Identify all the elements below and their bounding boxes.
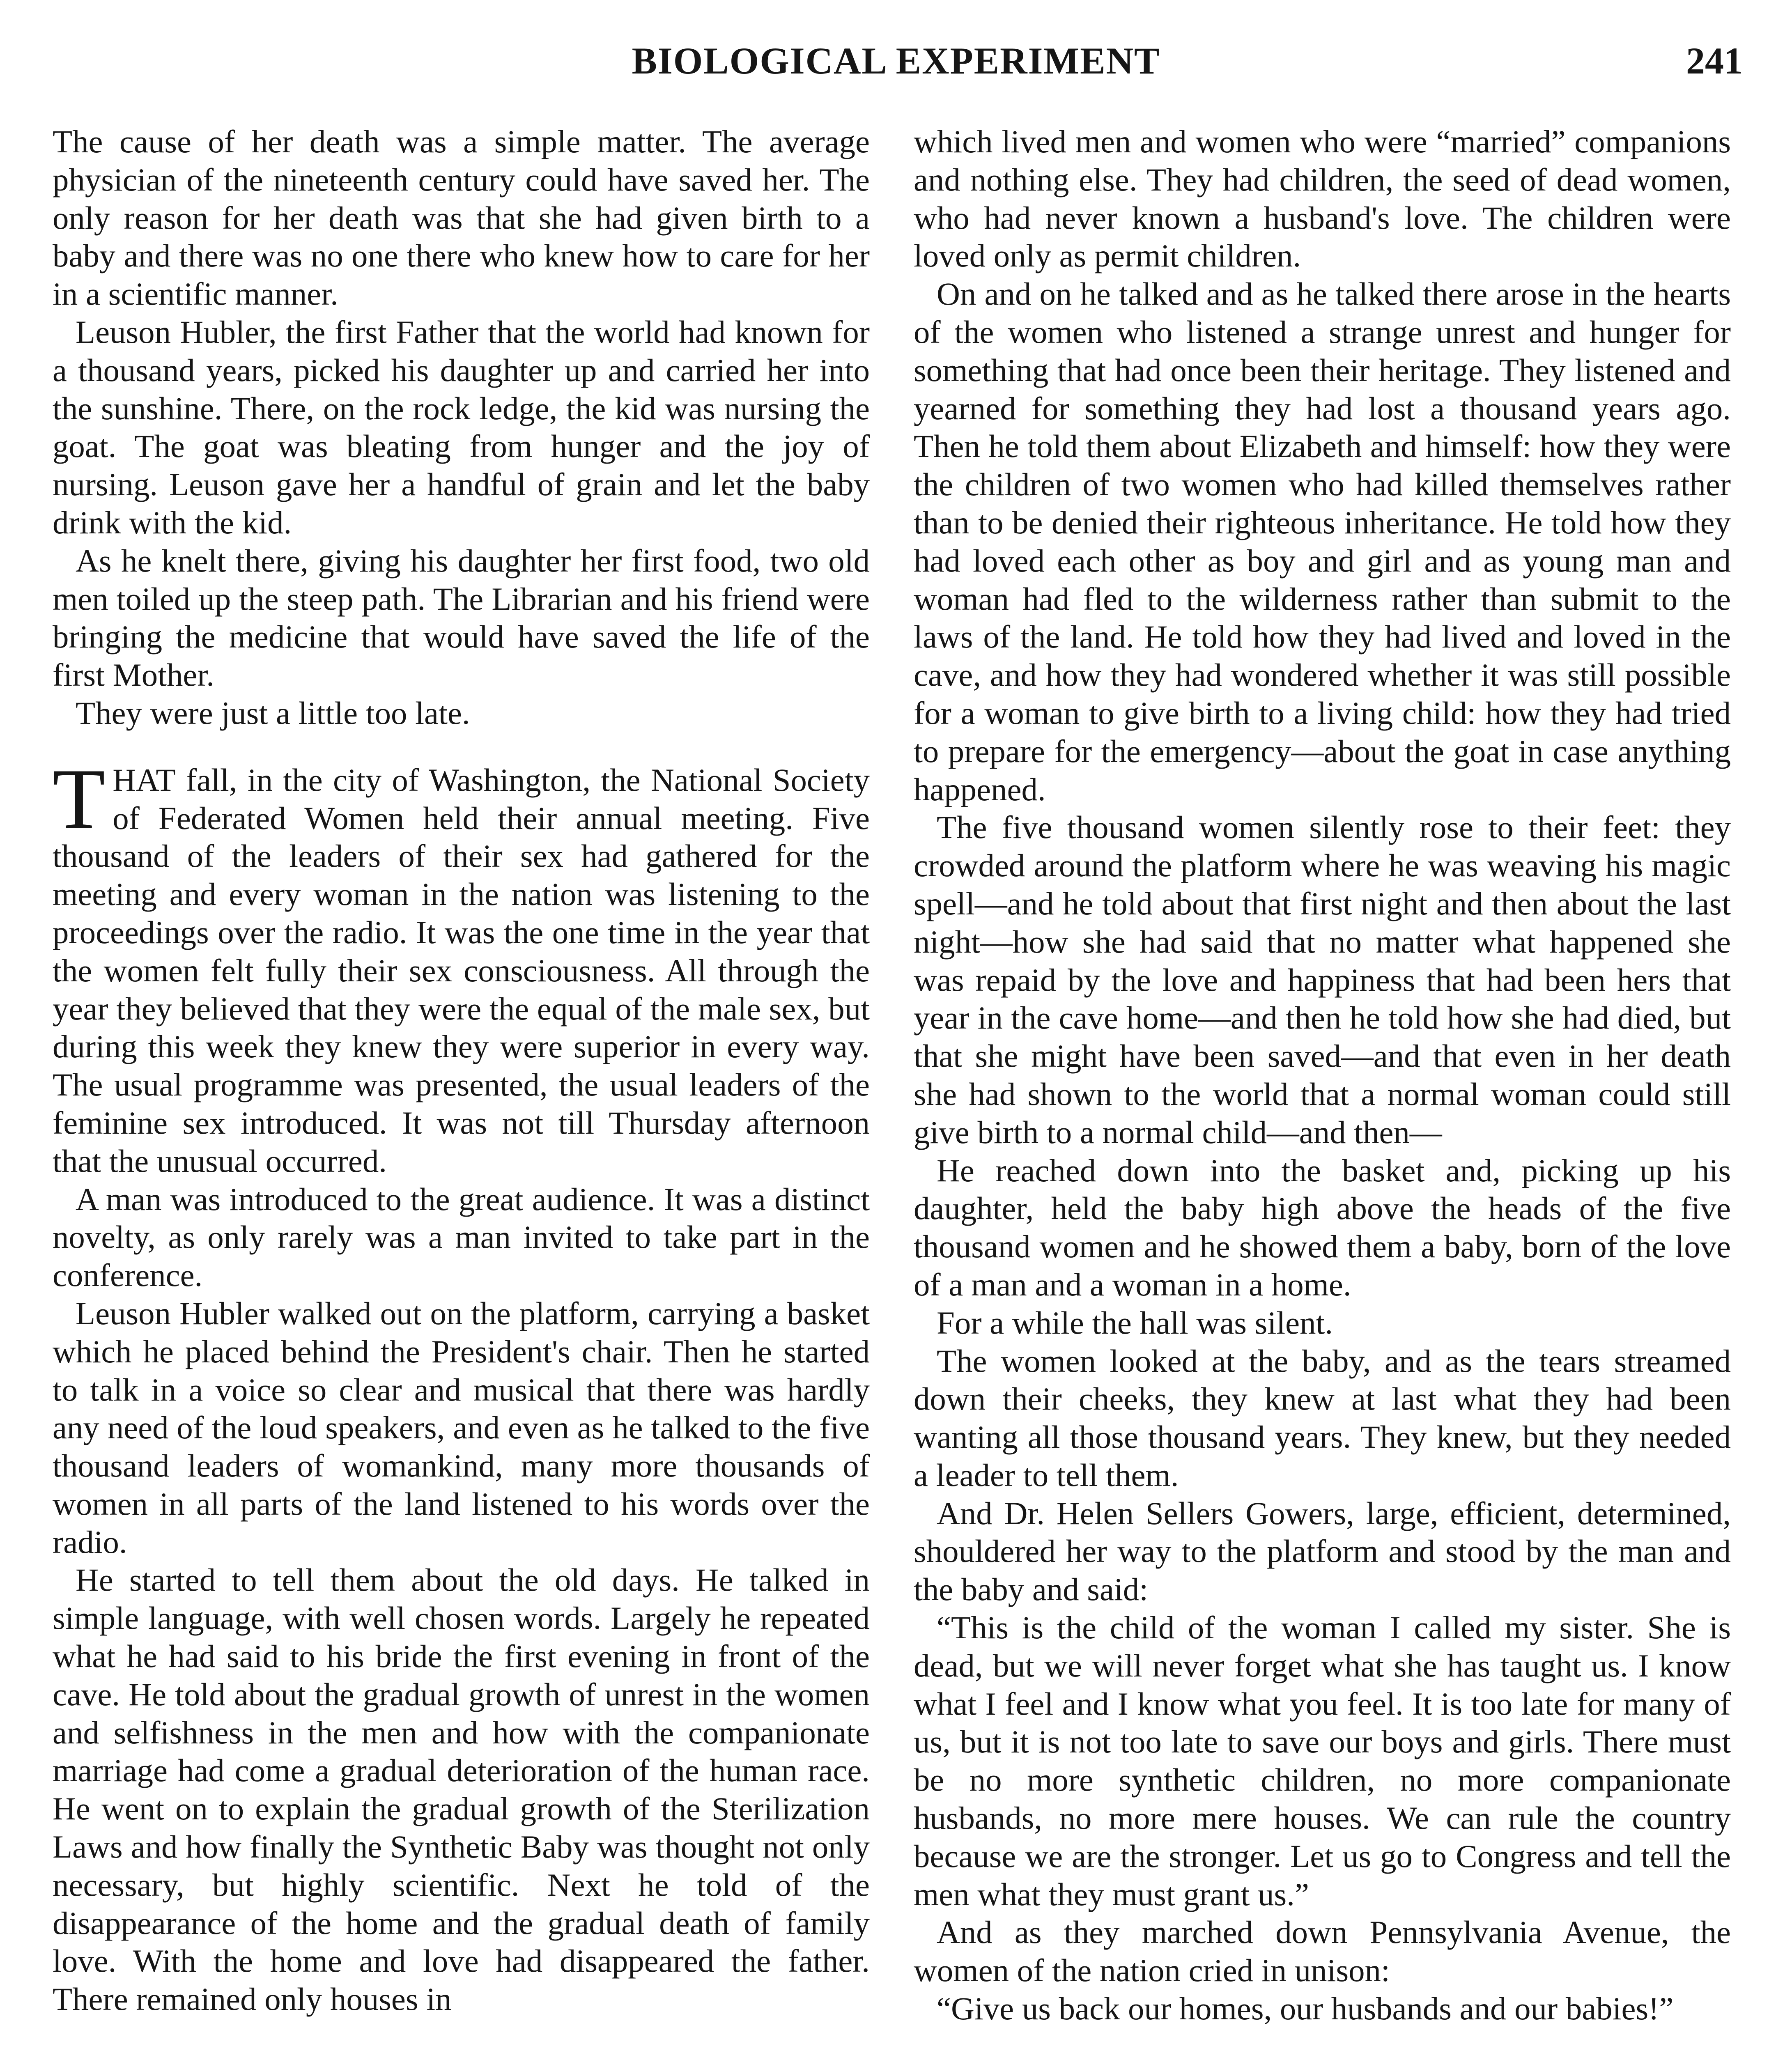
paragraph: And as they marched down Pennsylvania Avenue, the women of the nation cried in unison: [914, 1915, 1731, 1989]
paragraph: A man was introduced to the great audience. It was a distinct novelty, as only rarely was a man invited to take part in the conference. [53, 1181, 870, 1294]
left-column [53, 123, 870, 2019]
paragraph: The cause of her death was a simple matter. The average physician of the nineteenth century could have saved her. The only reason for her death was that she had given birth to a baby and there was no one there who knew how to care for her in a scientific manner. [53, 124, 870, 312]
lead-in: HAT [113, 762, 176, 798]
drop-cap: T [53, 751, 106, 847]
right-column [914, 123, 1731, 2028]
running-title: BIOLOGICAL EXPERIMENT [632, 40, 1160, 82]
paragraph: He started to tell them about the old days. He talked in simple language, with well chosen words. Largely he repeated what he had said to his bride the first evening in front of the cave. He told about the gradual growth of unrest in the women and selfishness in the men and how with the companionate marriage had come a gradual deterioration of the human race. He went on to explain the gradual growth of the Sterilization Laws and how finally the Synthetic Baby was thought not only necessary, but highly scientific. Next he told of the disappearance of the home and the gradual death of family love. With the home and love had disappeared the father. There remained only houses in [53, 1562, 870, 2018]
paragraph: As he knelt there, giving his daughter her first food, two old men toiled up the steep path. The Librarian and his friend were bringing the medicine that would have saved the life of the first Mother. [53, 543, 870, 694]
quotation-paragraph: “This is the child of the woman I called my sister. She is dead, but we will never forget what she has taught us. I know what I feel and I know what you feel. It is too late for many of us, but it is not too late to save our boys and girls. There must be no more synthetic children, no more companionate husbands, no more mere houses. We can rule the country because we are the stronger. Let us go to Congress and tell the men what they must grant us.” [914, 1610, 1731, 1913]
paragraph-text: fall, in the city of Washington, the National Society of Federated Women held their annual meeting. Five thousand of the leaders of their sex had gathered for the meeting and every woman in the nation was listening to the proceedings over the radio. It was the one time in the year that the women felt fully their sex consciousness. All through the year they believed that they were the equal of the male sex, but during this week they knew they were superior in every way. The usual programme was presented, the usual leaders of the feminine sex introduced. It was not till Thursday afternoon that the unusual occurred. [53, 762, 870, 1179]
quotation-paragraph: “Give us back our homes, our husbands and our babies!” [937, 1991, 1674, 2027]
paragraph: He reached down into the basket and, picking up his daughter, held the baby high above the heads of the five thousand women and he showed them a baby, born of the love of a man and a woman in a home. [914, 1153, 1731, 1303]
paragraph: Leuson Hubler walked out on the platform, carrying a basket which he placed behind the President's chair. Then he started to talk in a voice so clear and musical that there was hardly any need of the loud speakers, and even as he talked to the five thousand leaders of womankind, many more thousands of women in all parts of the land listened to his words over the radio. [53, 1295, 870, 1560]
paragraph: The five thousand women silently rose to their feet: they crowded around the platform where he was weaving his magic spell—and he told about that first night and then about the last night—how she had said that no matter what happened she was repaid by the love and happiness that had been hers that year in the cave home—and then he told how she had died, but that she might have been saved—and that even in her death she had shown to the world that a normal woman could still give birth to a normal child—and then— [914, 810, 1731, 1151]
section-opening-paragraph [53, 751, 870, 1181]
paragraph: They were just a little too late. [76, 695, 470, 731]
paragraph: And Dr. Helen Sellers Gowers, large, efficient, determined, shouldered her way to the platform and stood by the man and the baby and said: [914, 1495, 1731, 1608]
paragraph: Leuson Hubler, the first Father that the world had known for a thousand years, picked his daughter up and carried her into the sunshine. There, on the rock ledge, the kid was nursing the goat. The goat was bleating from hunger and the joy of nursing. Leuson gave her a handful of grain and let the baby drink with the kid. [53, 314, 870, 541]
page-number: 241 [1686, 40, 1743, 82]
page-header [0, 39, 1792, 88]
paragraph: The women looked at the baby, and as the tears streamed down their cheeks, they knew at last what they had been wanting all those thousand years. They knew, but they needed a leader to tell them. [914, 1343, 1731, 1493]
paragraph: which lived men and women who were “married” companions and nothing else. They had children, the seed of dead women, who had never known a husband's love. The children were loved only as permit children. [914, 124, 1731, 274]
paragraph: On and on he talked and as he talked there arose in the hearts of the women who listened a strange unrest and hunger for something that had once been their heritage. They listened and yearned for something they had lost a thousand years ago. Then he told them about Elizabeth and himself: how they were the children of two women who had killed themselves rather than to be denied their righteous inheritance. He told how they had loved each other as boy and girl and as young man and woman had fled to the wilderness rather than submit to the laws of the land. He told how they had lived and loved in the cave, and how they had wondered whether it was still possible for a woman to give birth to a living child: how they had tried to prepare for the emergency—about the goat in case anything happened. [914, 276, 1731, 808]
paragraph: For a while the hall was silent. [937, 1305, 1333, 1341]
